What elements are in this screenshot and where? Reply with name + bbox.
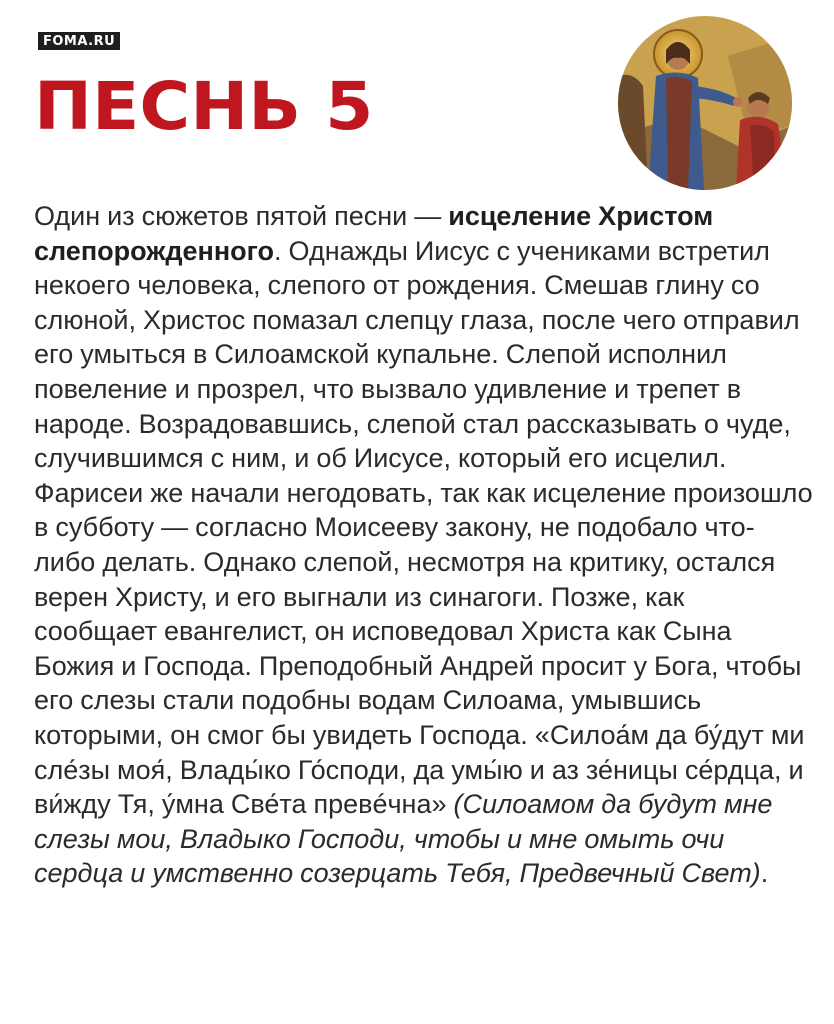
body-text: . Однажды Иисус с учениками встретил некоего человека, слепого от рождения. Смешав глину со слюной, Христос помазал слепцу глаза, после чего отправил его умыться в Силоамской купальне. Слепой исполнил повеление и прозрел, что вызвало удивление и трепет в народе. Возрадовавшись, слепой стал рассказывать о чуде, случившимся с ним, и об Иисусе, который его исцелил. Фарисеи же начали негодовать, так как исцеление произошло в субботу — согласно Моисееву закону, не подобало что-либо делать. Однако слепой, несмотря на критику, остался верен Христу, и его выгнали из синагоги. Позже, как сообщает евангелист, он исповедовал Христа как Сына Божия и Господа. Преподобный Андрей просит у Бога, чтобы его слезы стали подобны водам Силоама, умывшись которыми, он смог бы увидеть Господа. «Силоа́м да бу́дут ми сле́зы моя́, Влады́ко Го́споди, да умы́ю и аз зе́ницы се́рдца, и ви́жду Тя, у́мна Све́та превéчна»	[34, 235, 813, 820]
highlight-text: исцеление Христом слепорожденного	[34, 201, 714, 266]
end-text: .	[760, 858, 769, 889]
intro-text: Один из сюжетов пятой песни —	[34, 201, 449, 231]
article-paragraph	[34, 199, 814, 891]
site-badge: FOMA.RU	[38, 32, 120, 50]
article-text	[34, 199, 814, 891]
translation-text: (Силоамом да будут мне слезы мои, Владыко Господи, чтобы и мне омыть очи сердца и умственно созерцать Тебя, Предвечный Свет)	[34, 789, 773, 889]
icon-image	[618, 16, 792, 190]
icon-illustration	[618, 16, 792, 190]
page-title: ПЕСНЬ 5	[34, 68, 374, 145]
